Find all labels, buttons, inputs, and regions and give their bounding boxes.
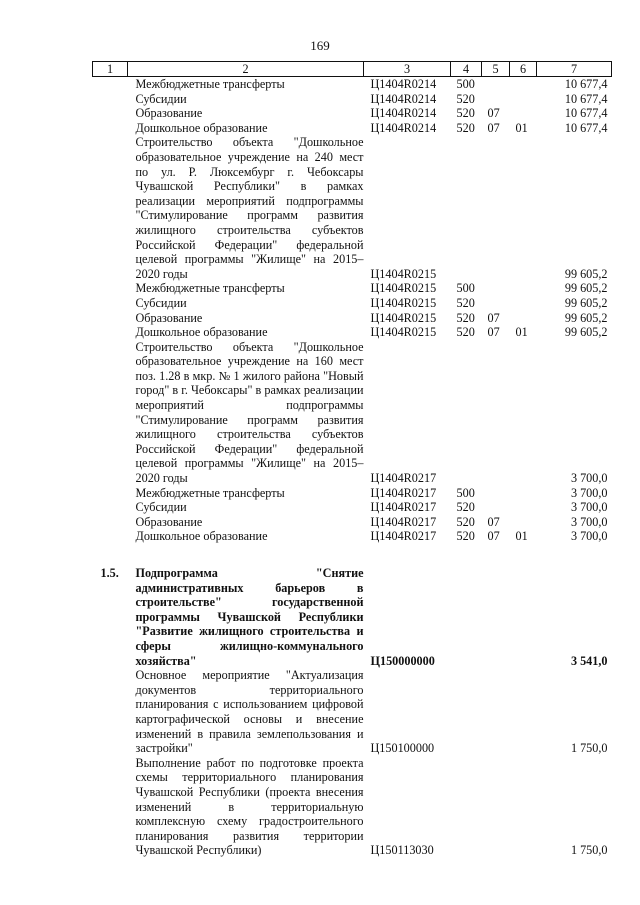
row-amount: 99 605,2 xyxy=(564,325,608,340)
row-col5 xyxy=(482,135,510,281)
row-amount: 99 605,2 xyxy=(564,310,608,325)
row-col6 xyxy=(510,135,537,281)
table-row xyxy=(93,515,612,530)
row-col6 xyxy=(510,340,537,486)
row-col4: 520 xyxy=(456,120,475,135)
row-col4 xyxy=(451,566,482,668)
row-name: Дошкольное образование xyxy=(135,529,268,544)
column-header: 2 xyxy=(128,62,364,77)
row-name: Образование xyxy=(135,310,203,325)
column-header: 3 xyxy=(364,62,451,77)
row-col5 xyxy=(482,340,510,486)
row-col5 xyxy=(482,668,510,756)
row-col5 xyxy=(482,756,510,858)
row-code: Ц1404R0217 xyxy=(370,529,437,544)
table-row xyxy=(93,92,612,107)
row-code: Ц1404R0215 xyxy=(370,310,437,325)
row-name: Межбюджетные трансферты xyxy=(135,485,285,500)
row-col4 xyxy=(451,135,482,281)
row-name: Субсидии xyxy=(135,91,187,106)
row-amount: 3 700,0 xyxy=(570,514,608,529)
row-name: Строительство объекта "Дошкольное образовательное учреждение на 240 мест по ул. Р. Люксембург г. Чебоксары Чувашской Республики" в рамках реализации мероприятий подпрограммы "Стимулирование программ развития жилищного строительства субъектов Российской Федерации" федеральной целевой программы "Жилище" на 2015–2020 годы xyxy=(135,135,364,281)
row-code: Ц1404R0217 xyxy=(370,514,437,529)
row-col6: 01 xyxy=(515,529,528,544)
page-number: 169 xyxy=(310,38,330,53)
row-code: Ц150113030 xyxy=(370,843,434,858)
table-row xyxy=(93,340,612,486)
row-col6 xyxy=(510,77,537,92)
table-row xyxy=(93,500,612,515)
row-col4 xyxy=(451,340,482,486)
row-col5 xyxy=(482,296,510,311)
row-col4: 500 xyxy=(456,77,475,91)
row-col4: 500 xyxy=(456,485,475,500)
column-header: 6 xyxy=(510,62,537,77)
table-row xyxy=(93,756,612,858)
row-amount: 99 605,2 xyxy=(564,266,608,281)
row-col5: 07 xyxy=(487,106,500,121)
row-name: Образование xyxy=(135,514,203,529)
row-name: Дошкольное образование xyxy=(135,120,268,135)
row-col5 xyxy=(482,566,510,668)
table-row xyxy=(93,486,612,501)
table-row xyxy=(93,106,612,121)
row-number xyxy=(93,106,128,121)
row-code: Ц1404R0215 xyxy=(370,325,437,340)
row-amount: 3 700,0 xyxy=(570,529,608,544)
row-col4: 520 xyxy=(456,500,475,515)
row-code: Ц1404R0217 xyxy=(370,485,437,500)
row-col6 xyxy=(510,486,537,501)
row-code: Ц1404R0214 xyxy=(370,106,437,121)
row-col5 xyxy=(482,92,510,107)
table-row xyxy=(93,77,612,92)
row-amount: 99 605,2 xyxy=(564,295,608,310)
row-number xyxy=(93,668,128,756)
row-number xyxy=(93,500,128,515)
row-number xyxy=(93,756,128,858)
row-col5 xyxy=(482,486,510,501)
spacer-cell xyxy=(93,544,612,566)
row-col4: 500 xyxy=(456,281,475,296)
column-header: 4 xyxy=(451,62,482,77)
row-name: Субсидии xyxy=(135,500,187,515)
table-row xyxy=(93,135,612,281)
row-code: Ц150100000 xyxy=(370,741,435,756)
row-col4: 520 xyxy=(456,91,475,106)
row-col4 xyxy=(451,668,482,756)
row-col5: 07 xyxy=(487,529,500,544)
column-header: 5 xyxy=(482,62,510,77)
row-name: Межбюджетные трансферты xyxy=(135,77,285,91)
row-amount: 10 677,4 xyxy=(564,120,608,135)
row-number xyxy=(93,92,128,107)
row-col5: 07 xyxy=(487,325,500,340)
row-number xyxy=(93,311,128,326)
row-amount: 99 605,2 xyxy=(564,281,608,296)
row-amount: 3 700,0 xyxy=(570,485,608,500)
row-col5: 07 xyxy=(487,120,500,135)
table-row xyxy=(93,529,612,544)
table-row xyxy=(93,296,612,311)
column-number-row xyxy=(93,62,612,77)
row-code: Ц1404R0217 xyxy=(370,500,437,515)
row-col4: 520 xyxy=(456,514,475,529)
row-number xyxy=(93,325,128,340)
row-col6 xyxy=(510,281,537,296)
row-col4 xyxy=(451,756,482,858)
row-col6 xyxy=(510,92,537,107)
row-col6: 01 xyxy=(515,120,528,135)
row-col5: 07 xyxy=(487,310,500,325)
row-number xyxy=(93,135,128,281)
row-col4: 520 xyxy=(456,295,475,310)
row-col6 xyxy=(510,106,537,121)
row-amount: 1 750,0 xyxy=(570,843,608,858)
row-name: Основное мероприятие "Актуализация документов территориального планирования с использованием цифровой картографической основы и внесение изменений в правила землепользования и застройки" xyxy=(135,668,364,756)
row-col5 xyxy=(482,281,510,296)
row-col4: 520 xyxy=(456,106,475,121)
row-name: Межбюджетные трансферты xyxy=(135,281,285,296)
row-col6 xyxy=(510,500,537,515)
row-number xyxy=(93,121,128,136)
table-row xyxy=(93,668,612,756)
row-name: Выполнение работ по подготовке проекта схемы территориального планирования Чувашской Республики (проекта внесения изменений в территориальную комплексную схему градостроительного планирования развития территории Чувашской Республики) xyxy=(135,755,364,858)
row-col6 xyxy=(510,296,537,311)
row-name: Образование xyxy=(135,106,203,121)
row-code: Ц150000000 xyxy=(370,653,435,668)
row-code: Ц1404R0215 xyxy=(370,281,437,296)
row-col6 xyxy=(510,515,537,530)
row-code: Ц1404R0214 xyxy=(370,120,437,135)
row-col4: 520 xyxy=(456,310,475,325)
row-code: Ц1404R0215 xyxy=(370,266,437,281)
row-col5: 07 xyxy=(487,514,500,529)
row-name: Строительство объекта "Дошкольное образовательное учреждение на 160 мест поз. 1.28 в мкр. № 1 жилого района "Новый город" в г. Чебоксары" в рамках реализации мероприятий подпрограммы "Стимулирование программ развития жилищного строительства субъектов Российской Федерации" федеральной целевой программы "Жилище" на 2015–2020 годы xyxy=(135,339,364,486)
row-number xyxy=(93,515,128,530)
row-number xyxy=(93,77,128,92)
row-code: Ц1404R0217 xyxy=(370,471,437,486)
table-row xyxy=(93,281,612,296)
row-amount: 10 677,4 xyxy=(564,106,608,121)
row-code: Ц1404R0215 xyxy=(370,295,437,310)
row-col6 xyxy=(510,668,537,756)
row-amount: 10 677,4 xyxy=(564,77,608,91)
row-col6 xyxy=(510,311,537,326)
row-amount: 10 677,4 xyxy=(564,91,608,106)
row-col5 xyxy=(482,77,510,92)
row-number xyxy=(93,529,128,544)
row-name: Субсидии xyxy=(135,295,187,310)
column-header: 1 xyxy=(93,62,128,77)
row-code: Ц1404R0214 xyxy=(370,77,437,91)
section-spacer xyxy=(93,544,612,566)
row-amount: 3 541,0 xyxy=(570,653,608,668)
row-number xyxy=(93,486,128,501)
table-row xyxy=(93,566,612,668)
column-header: 7 xyxy=(537,62,612,77)
row-col6 xyxy=(510,566,537,668)
row-number xyxy=(93,281,128,296)
row-code: Ц1404R0214 xyxy=(370,91,437,106)
row-amount: 3 700,0 xyxy=(570,500,608,515)
row-col5 xyxy=(482,500,510,515)
row-name: Подпрограмма "Снятие административных барьеров в строительстве" государственной программы Чувашской Республики "Развитие жилищного строительства и сферы жилищно-коммунального хозяйства" xyxy=(135,566,364,668)
row-col6 xyxy=(510,756,537,858)
row-number xyxy=(93,340,128,486)
row-col4: 520 xyxy=(456,325,475,340)
row-number xyxy=(93,296,128,311)
row-number: 1.5. xyxy=(100,566,119,580)
row-col4: 520 xyxy=(456,529,475,544)
table-row xyxy=(93,325,612,340)
row-amount: 1 750,0 xyxy=(570,741,608,756)
budget-table xyxy=(92,61,612,858)
table-row xyxy=(93,311,612,326)
row-amount: 3 700,0 xyxy=(570,471,608,486)
row-name: Дошкольное образование xyxy=(135,325,268,340)
table-row xyxy=(93,121,612,136)
row-col6: 01 xyxy=(515,325,528,340)
